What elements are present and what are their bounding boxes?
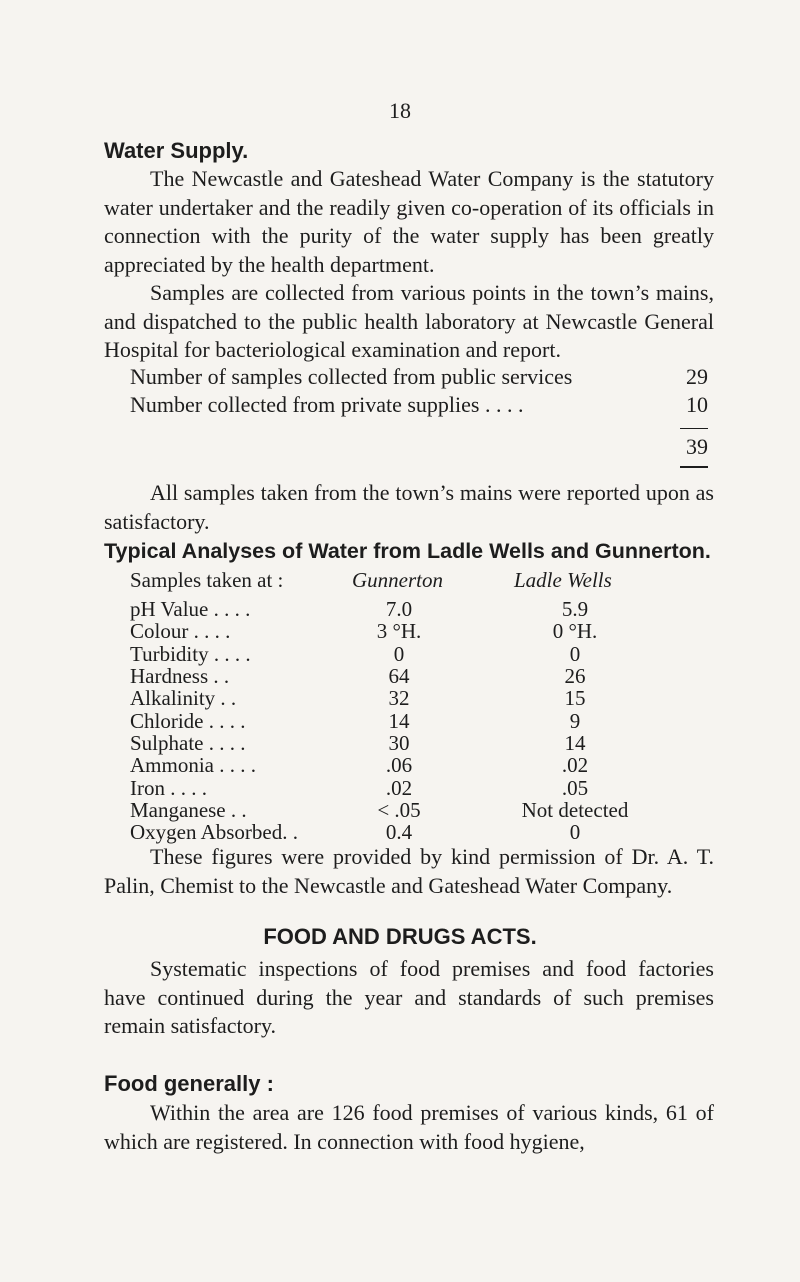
- analyses-column-ladle-wells: Ladle Wells: [514, 568, 612, 592]
- table-row-label: Ammonia . . . .: [130, 753, 256, 777]
- page-number: 18: [389, 98, 411, 123]
- table-cell-ladle: 0: [569, 820, 581, 844]
- count-value-private: 10: [686, 392, 708, 417]
- table-row-label: Sulphate . . . .: [130, 731, 246, 755]
- table-row-label: Alkalinity . .: [130, 686, 237, 710]
- table-row-label: Oxygen Absorbed. .: [130, 820, 298, 844]
- table-cell-gunnerton: 64: [388, 664, 410, 688]
- count-total: 39: [686, 434, 708, 459]
- table-row-label: Chloride . . . .: [130, 709, 246, 733]
- table-row-label: Turbidity . . . .: [130, 642, 251, 666]
- table-row-label: pH Value . . . .: [130, 597, 251, 621]
- analyses-note: These figures were provided by kind permission of Dr. A. T. Palin, Chemist to the Newcastle and Gateshead Water Company.: [104, 844, 714, 898]
- sum-rule-top: [680, 428, 708, 429]
- table-cell-ladle: 26: [564, 664, 586, 688]
- food-drugs-paragraph-2: Within the area are 126 food premises of various kinds, 61 of which are registered. In connection with food hygiene,: [104, 1100, 714, 1154]
- table-cell-gunnerton: 0.4: [385, 820, 413, 844]
- food-drugs-heading: FOOD AND DRUGS ACTS.: [263, 924, 537, 949]
- count-label-private: Number collected from private supplies . . . .: [130, 392, 524, 417]
- table-cell-gunnerton: 0: [393, 642, 405, 666]
- table-row-label: Manganese . .: [130, 798, 247, 822]
- table-cell-gunnerton: 3 °H.: [376, 619, 422, 643]
- table-cell-gunnerton: 30: [388, 731, 410, 755]
- table-cell-ladle: .05: [561, 776, 589, 800]
- water-supply-paragraph-2: Samples are collected from various points in the town’s mains, and dispatched to the public health laboratory at Newcastle General Hospital for bacteriological examination and report.: [104, 280, 714, 362]
- table-cell-gunnerton: .06: [385, 753, 413, 777]
- analyses-heading: Typical Analyses of Water from Ladle Wells and Gunnerton.: [104, 539, 711, 563]
- water-supply-heading: Water Supply.: [104, 138, 249, 163]
- table-cell-gunnerton: 7.0: [385, 597, 413, 621]
- table-cell-ladle: .02: [561, 753, 589, 777]
- count-value-public: 29: [686, 364, 708, 389]
- food-generally-subheading: Food generally :: [104, 1071, 274, 1096]
- analyses-column-label: Samples taken at :: [130, 568, 284, 592]
- sum-rule-bottom: [680, 466, 708, 468]
- table-cell-ladle: Not detected: [521, 798, 629, 822]
- table-row-label: Hardness . .: [130, 664, 230, 688]
- table-cell-ladle: 0: [569, 642, 581, 666]
- count-label-public: Number of samples collected from public services: [130, 364, 573, 389]
- table-row-label: Colour . . . .: [130, 619, 231, 643]
- table-cell-ladle: 15: [564, 686, 586, 710]
- analyses-column-gunnerton: Gunnerton: [352, 568, 443, 592]
- water-supply-paragraph-1: The Newcastle and Gateshead Water Company is the statutory water undertaker and the readily given co-operation of its officials in connection with the purity of the water supply has been greatly appreciated by the health department.: [104, 166, 714, 277]
- table-cell-gunnerton: .02: [385, 776, 413, 800]
- table-cell-gunnerton: 32: [388, 686, 410, 710]
- table-cell-gunnerton: 14: [388, 709, 410, 733]
- table-cell-gunnerton: < .05: [377, 798, 421, 822]
- table-cell-ladle: 9: [569, 709, 581, 733]
- table-cell-ladle: 0 °H.: [552, 619, 598, 643]
- table-row-label: Iron . . . .: [130, 776, 207, 800]
- water-supply-paragraph-3: All samples taken from the town’s mains were reported upon as satisfactory.: [104, 480, 714, 534]
- table-cell-ladle: 5.9: [561, 597, 589, 621]
- table-cell-ladle: 14: [564, 731, 586, 755]
- food-drugs-paragraph-1: Systematic inspections of food premises and food factories have continued during the year and standards of such premises remain satisfactory.: [104, 956, 714, 1038]
